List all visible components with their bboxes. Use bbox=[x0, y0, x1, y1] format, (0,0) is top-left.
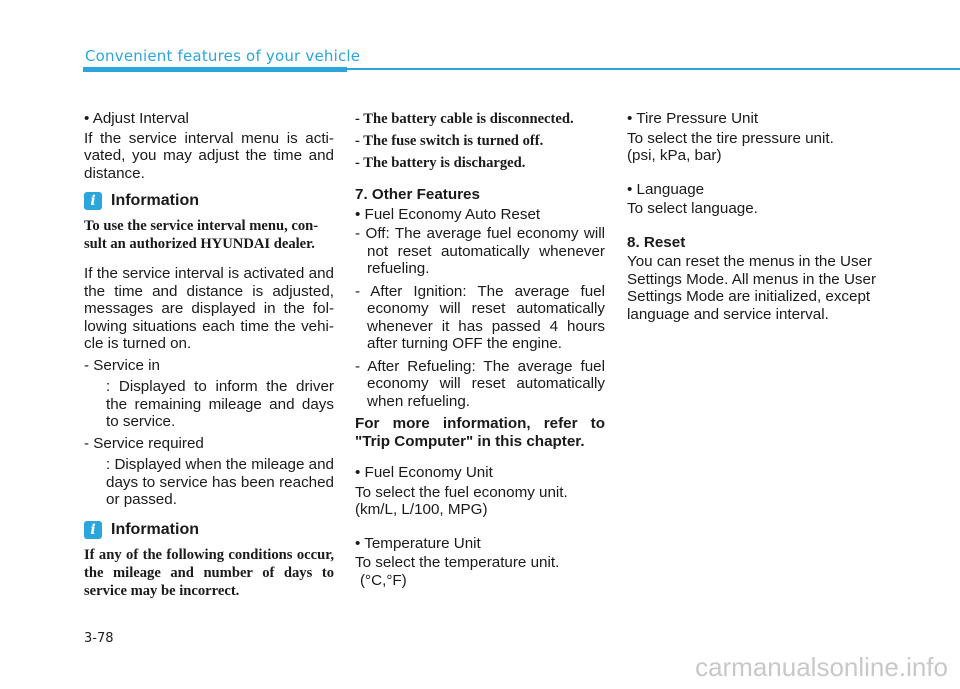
option-after-ignition: - After Ignition: The average fuel economy will reset automatically whenever it has passed 4 hours after turning OFF the engine. bbox=[355, 282, 605, 352]
tire-pressure-unit-text: To select the tire pressure unit. bbox=[627, 129, 834, 147]
tire-pressure-unit-options: (psi, kPa, bar) bbox=[627, 147, 722, 164]
language-item: • Language bbox=[627, 180, 705, 198]
info-text-2: If any of the following conditions occur, the mileage and number of days to service may be incorrect. bbox=[84, 546, 334, 599]
adjust-interval-text: If the service interval menu is acti- vated, you may adjust the time and distance. bbox=[84, 129, 334, 182]
temperature-unit-item: • Temperature Unit bbox=[355, 534, 481, 552]
column-3 bbox=[627, 110, 877, 333]
option-after-refueling: - After Refueling: The average fuel economy will reset automatically when refueling. bbox=[355, 357, 605, 410]
fuel-unit-item: • Fuel Economy Unit bbox=[355, 464, 493, 481]
service-in-label: - Service in bbox=[84, 356, 160, 374]
temperature-unit-text: To select the temperature unit. bbox=[355, 554, 560, 571]
column-1 bbox=[84, 110, 334, 610]
temperature-unit-options: (°C,°F) bbox=[360, 571, 407, 589]
column-2 bbox=[355, 110, 605, 599]
condition-battery-discharged: - The battery is discharged. bbox=[355, 155, 526, 171]
more-info-note: For more information, refer to "Trip Computer" in this chapter. bbox=[355, 415, 605, 450]
fuel-unit-options: (km/L, L/100, MPG) bbox=[355, 501, 488, 518]
reset-text: You can reset the menus in the User Settings Mode. All menus in the User Settings Mode are initialized, except language and service interval. bbox=[627, 253, 877, 323]
language-text: To select language. bbox=[627, 200, 758, 217]
fuel-auto-reset-item: • Fuel Economy Auto Reset bbox=[355, 205, 541, 223]
service-activated-text: If the service interval is activated and the time and distance is adjusted, messages are displayed in the fol- lowing situations each time the vehi- cle is turned on. bbox=[84, 265, 334, 352]
info-icon: i bbox=[84, 192, 102, 210]
info-heading-1 bbox=[84, 192, 334, 210]
condition-fuse-switch: - The fuse switch is turned off. bbox=[355, 133, 544, 149]
page-number: 3-78 bbox=[84, 631, 114, 646]
info-title: Information bbox=[111, 192, 199, 210]
header-rule bbox=[347, 68, 960, 70]
condition-battery-cable: - The battery cable is disconnected. bbox=[355, 111, 574, 127]
service-in-desc: : Displayed to inform the driver the remaining mileage and days to service. bbox=[106, 378, 334, 430]
adjust-interval-item: • Adjust Interval bbox=[84, 110, 189, 127]
header-bar bbox=[83, 67, 347, 72]
info-title: Information bbox=[111, 520, 199, 538]
option-off: - Off: The average fuel economy will not reset automatically whenever refueling. bbox=[355, 225, 605, 277]
info-heading-2 bbox=[84, 521, 334, 539]
tire-pressure-unit-item: • Tire Pressure Unit bbox=[627, 110, 759, 127]
section-reset: 8. Reset bbox=[627, 233, 686, 251]
service-required-desc: : Displayed when the mileage and days to service has been reached or passed. bbox=[106, 456, 334, 508]
info-icon: i bbox=[84, 521, 102, 539]
service-required-label: - Service required bbox=[84, 434, 204, 452]
fuel-unit-text: To select the fuel economy unit. bbox=[355, 483, 568, 501]
page-header-title: Convenient features of your vehicle bbox=[85, 47, 361, 65]
watermark: carmanualsonline.info bbox=[695, 652, 948, 682]
section-other-features: 7. Other Features bbox=[355, 186, 480, 203]
info-text-1: To use the service interval menu, con- sult an authorized HYUNDAI dealer. bbox=[84, 218, 319, 252]
